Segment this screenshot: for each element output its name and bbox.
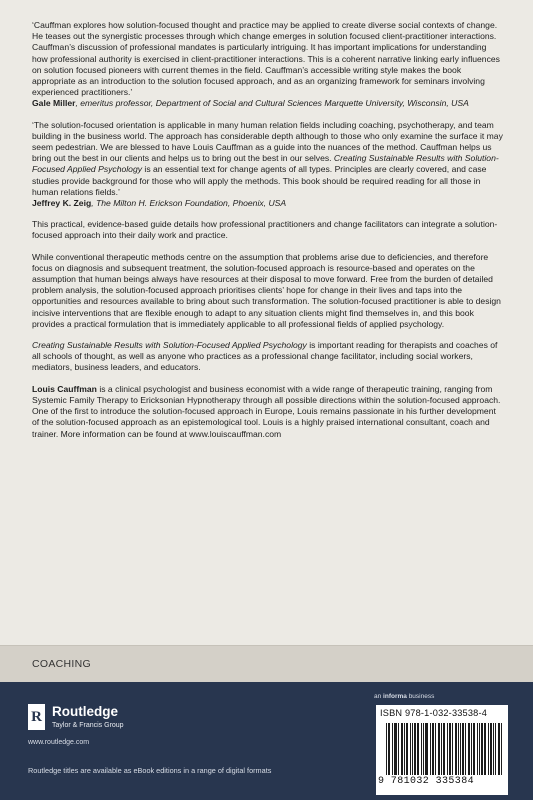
publisher-name: Routledge	[52, 704, 118, 719]
publisher-footer	[0, 682, 533, 800]
barcode-digits: 9 781032 335384	[378, 776, 475, 787]
routledge-logo-icon: R	[28, 704, 45, 730]
isbn-label: ISBN 978-1-032-33538-4	[380, 708, 488, 718]
barcode-icon	[386, 723, 502, 775]
description-book-title: Creating Sustainable Results with Solution-Focused Applied Psychology	[32, 340, 307, 351]
description-paragraph-2: While conventional therapeutic methods centre on the assumption that problems arise due to deficiencies, and therefore focus on diagnosis and subsequent treatment, the solution-focused approach is resource-based and operates on the assumption that human beings always have resources at their disposal to move forward. Free from the burden of detailed problem analysis, the solution-focused approach prioritises clients’ hope for change in their lives and taps into the opportunities and resources available to bring about such transformation. The solution-focused practitioner is able to design incisive interventions that are flexible enough to adapt to any situation clients might find themselves in, and this book provides a practical formulation that is immediately applicable to all professional fields of applied psychology.	[32, 251, 501, 329]
review-1-attribution	[32, 98, 504, 109]
review-2-quote: ‘The solution-focused orientation is applicable in many human relation fields including coaching, psychotherapy, and team building in the business world. The approach has considerable depth although to those who only examine the surface it may seem pedestrian. We are blessed to have Louis Cauffman as a guide into the nuances of the method. Cauffman helps us bring out the best in our clients and helps us to bring out the best in our selves. Creating Sustainable Results with Solution-Focused Applied Psychology is an essential text for change agents of all types. Principles are clearly covered, and case studies provide background for those who will apply the methods. This book should be required reading for all those in human relations fields.’	[32, 119, 503, 197]
ebook-note: Routledge titles are available as eBook editions in a range of digital formats	[28, 766, 272, 775]
back-cover-text	[32, 20, 504, 450]
review-1-name: Gale Miller	[32, 98, 76, 109]
publisher-url: www.routledge.com	[28, 739, 90, 746]
review-2	[32, 120, 504, 210]
description-paragraph-1: This practical, evidence-based guide details how professional practitioners and change facilitators can integrate a solution-focused approach into their daily work and practice.	[32, 219, 498, 241]
category-band	[0, 645, 533, 682]
review-2-name: Jeffrey K. Zeig	[32, 198, 92, 209]
isbn-barcode-box	[376, 705, 508, 795]
category-label: COACHING	[32, 658, 91, 670]
review-2-book-title: Creating Sustainable Results with Solution-Focused Applied Psychology	[32, 153, 499, 175]
review-1-quote: ‘Cauffman explores how solution-focused thought and practice may be applied to create diverse social contexts of change. He teases out the synergistic processes through which change emerges in solution focused client-practitioner interactions. Cauffman’s discussion of professional mandates is particularly intriguing. It has important implications for understanding how professional authority is exercised in client-practitioner interactions. This is a coherent narrative linking early influences on solution focused pioneers with current themes in the field. Cauffman’s accessible writing style makes the book appropriate as an introduction to the solution focused approach, and as an organizing framework for seminars involving experienced practitioners.’	[32, 20, 500, 98]
informa-business-label: an informa business	[374, 693, 435, 700]
description-paragraph-3: Creating Sustainable Results with Solution-Focused Applied Psychology is important reading for therapists and coaches of all schools of thought, as well as anyone who practices as a professional change facilitator, including social workers, mediators, business leaders, and educators.	[32, 340, 498, 373]
publisher-subtitle: Taylor & Francis Group	[52, 722, 124, 729]
author-name: Louis Cauffman	[32, 383, 97, 394]
author-bio: Louis Cauffman is a clinical psychologist and business economist with a wide range of therapeutic training, ranging from Systemic Family Therapy to Ericksonian Hypnotherapy through all possible directions within the solution-focused approach. One of the first to introduce the solution-focused approach in Europe, Louis remains passionate in his further development of the solution-focused approach as an epistemological tool. Louis is a highly praised international consultant, coach and trainer. More information can be found at www.louiscauffman.com	[32, 383, 501, 439]
review-2-attribution	[32, 198, 504, 209]
review-2-affiliation: , The Milton H. Erickson Foundation, Phoenix, USA	[91, 198, 287, 209]
review-1	[32, 20, 504, 110]
review-1-affiliation: , emeritus professor, Department of Social and Cultural Sciences Marquette University, Wisconsin, USA	[75, 98, 469, 109]
